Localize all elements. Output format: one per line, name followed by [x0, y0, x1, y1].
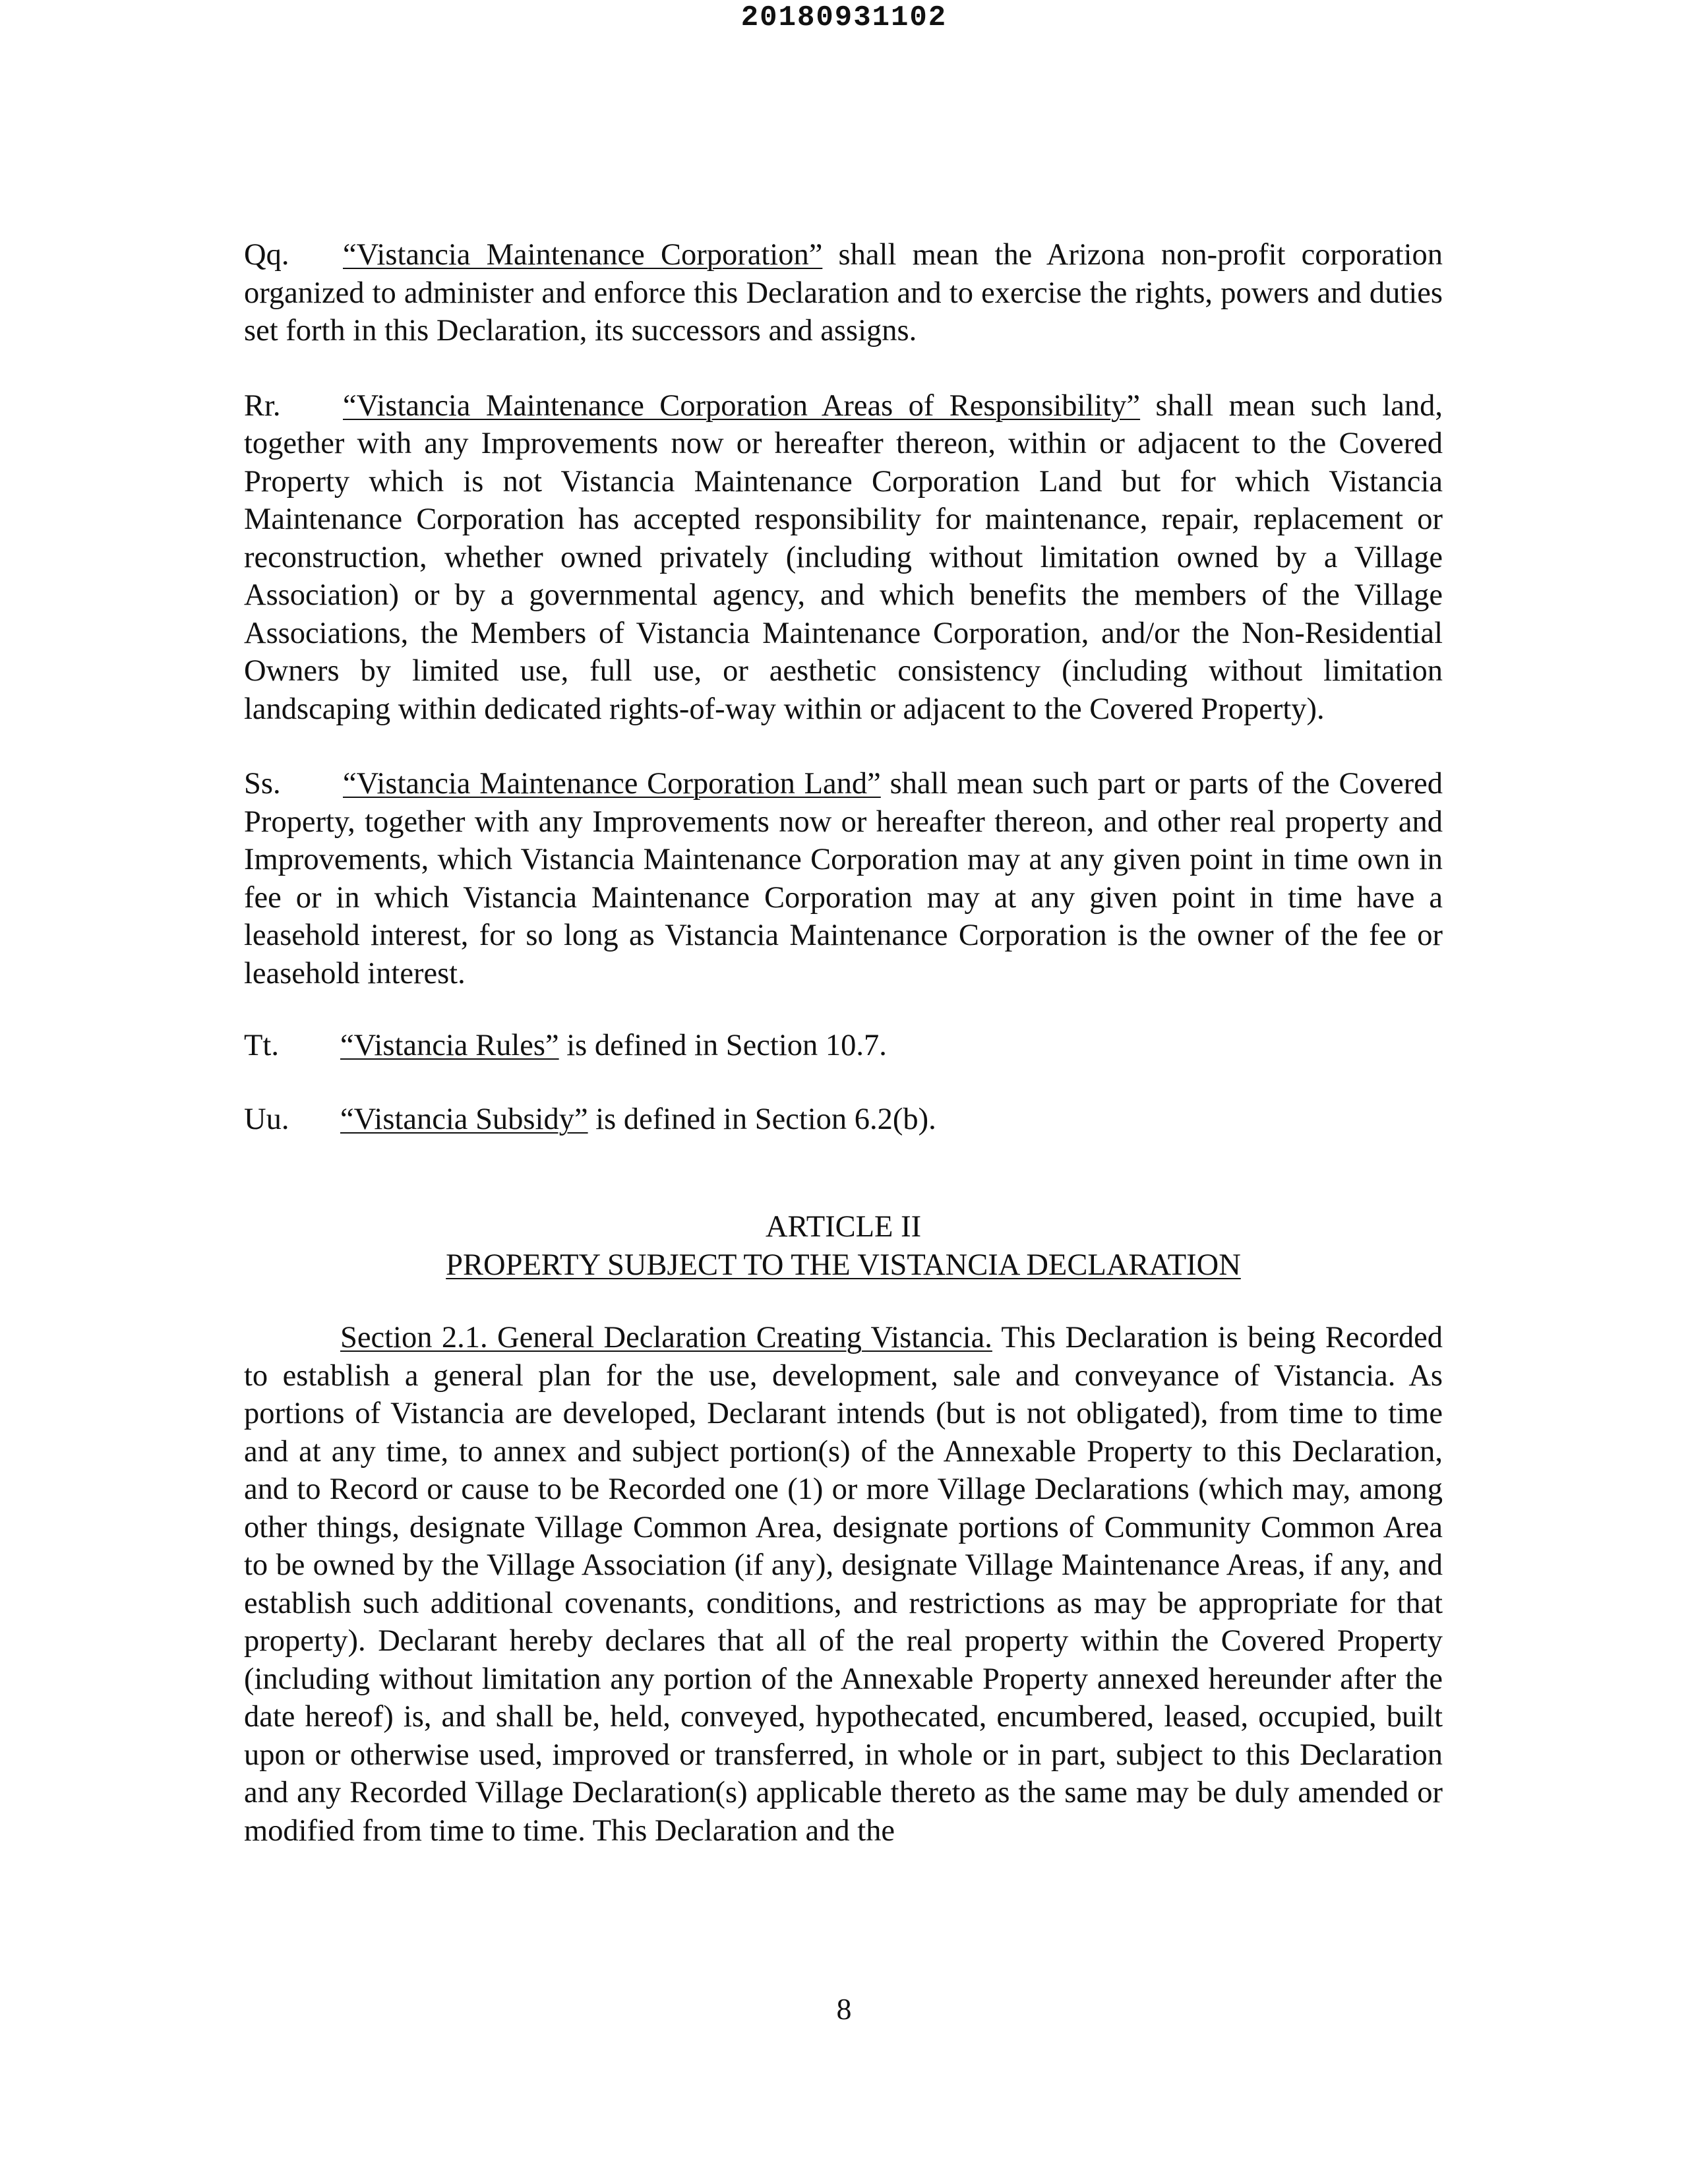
definition-label: Uu. [244, 1102, 289, 1136]
definition-tt [244, 1027, 1443, 1065]
definition-ss [244, 765, 1443, 992]
definition-term: “Vistancia Subsidy” [340, 1102, 588, 1136]
document-page [244, 236, 1443, 1850]
definition-label: Tt. [244, 1029, 279, 1062]
definition-uu [244, 1101, 1443, 1139]
definition-text: is defined in Section 10.7. [558, 1029, 887, 1062]
definition-text: shall mean such land, together with any Improvements now or hereafter thereon, within or adjacent to the Covered Property which is not Vistancia Maintenance Corporation Land but for which Vistancia Maintenance Corporation has accepted responsibility for maintenance, repair, replacement or reconstruction, whether owned privately (including without limitation owned by a Village Association) or by a governmental agency, and which benefits the members of the Village Associations, the Members of Vistancia Maintenance Corporation, and/or the Non-Residential Owners by limited use, full use, or aesthetic consistency (including without limitation landscaping within dedicated rights-of-way within or adjacent to the Covered Property). [244, 388, 1443, 726]
definition-label: Ss. [244, 767, 281, 801]
definition-text: is defined in Section 6.2(b). [588, 1102, 936, 1136]
definition-text: shall mean the Arizona non-profit corporation organized to administer and enforce this Declaration and to exercise the rights, powers and duties set forth in this Declaration, its successors and assigns. [244, 238, 1443, 348]
definition-label: Qq. [244, 238, 289, 272]
section-heading: Section 2.1. General Declaration Creating Vistancia. [340, 1321, 992, 1354]
definition-term: “Vistancia Maintenance Corporation Areas of Responsibility” [343, 388, 1141, 423]
definition-qq [244, 236, 1443, 350]
definition-text: shall mean such part or parts of the Covered Property, together with any Improvements now or hereafter thereon, and other real property and Improvements, which Vistancia Maintenance Corporation may at any given point in time own in fee or in which Vistancia Maintenance Corporation may at any given point in time have a leasehold interest, for so long as Vistancia Maintenance Corporation is the owner of the fee or leasehold interest. [244, 767, 1443, 990]
document-number-stamp: 20180931102 [740, 1, 948, 34]
definition-label: Rr. [244, 388, 281, 423]
definition-term: “Vistancia Maintenance Corporation Land” [343, 767, 881, 801]
article-title: PROPERTY SUBJECT TO THE VISTANCIA DECLARATION [446, 1248, 1241, 1282]
page-number: 8 [836, 1992, 852, 2026]
section-2-1 [244, 1319, 1443, 1850]
definition-term: “Vistancia Rules” [340, 1029, 559, 1062]
section-text: This Declaration is being Recorded to establish a general plan for the use, development, sale and conveyance of Vistancia. As portions of Vistancia are developed, Declarant intends (but is not obligated), from time to time and at any time, to annex and subject portion(s) of the Annexable Property to this Declaration, and to Record or cause to be Recorded one (1) or more Village Declarations (which may, among other things, designate Village Common Area, designate portions of Community Common Area to be owned by the Village Association (if any), designate Village Maintenance Areas, if any, and establish such additional covenants, conditions, and restrictions as may be appropriate for that property). Declarant hereby declares that all of the real property within the Covered Property (including without limitation any portion of the Annexable Property annexed hereunder after the date hereof) is, and shall be, held, conveyed, hypothecated, encumbered, leased, occupied, built upon or otherwise used, improved or transferred, in whole or in part, subject to this Declaration and any Recorded Village Declaration(s) applicable thereto as the same may be duly amended or modified from time to time. This Declaration and the [244, 1321, 1443, 1848]
article-heading [244, 1208, 1443, 1285]
definition-term: “Vistancia Maintenance Corporation” [343, 238, 823, 272]
definition-rr [244, 387, 1443, 729]
article-number: ARTICLE II [765, 1210, 922, 1244]
